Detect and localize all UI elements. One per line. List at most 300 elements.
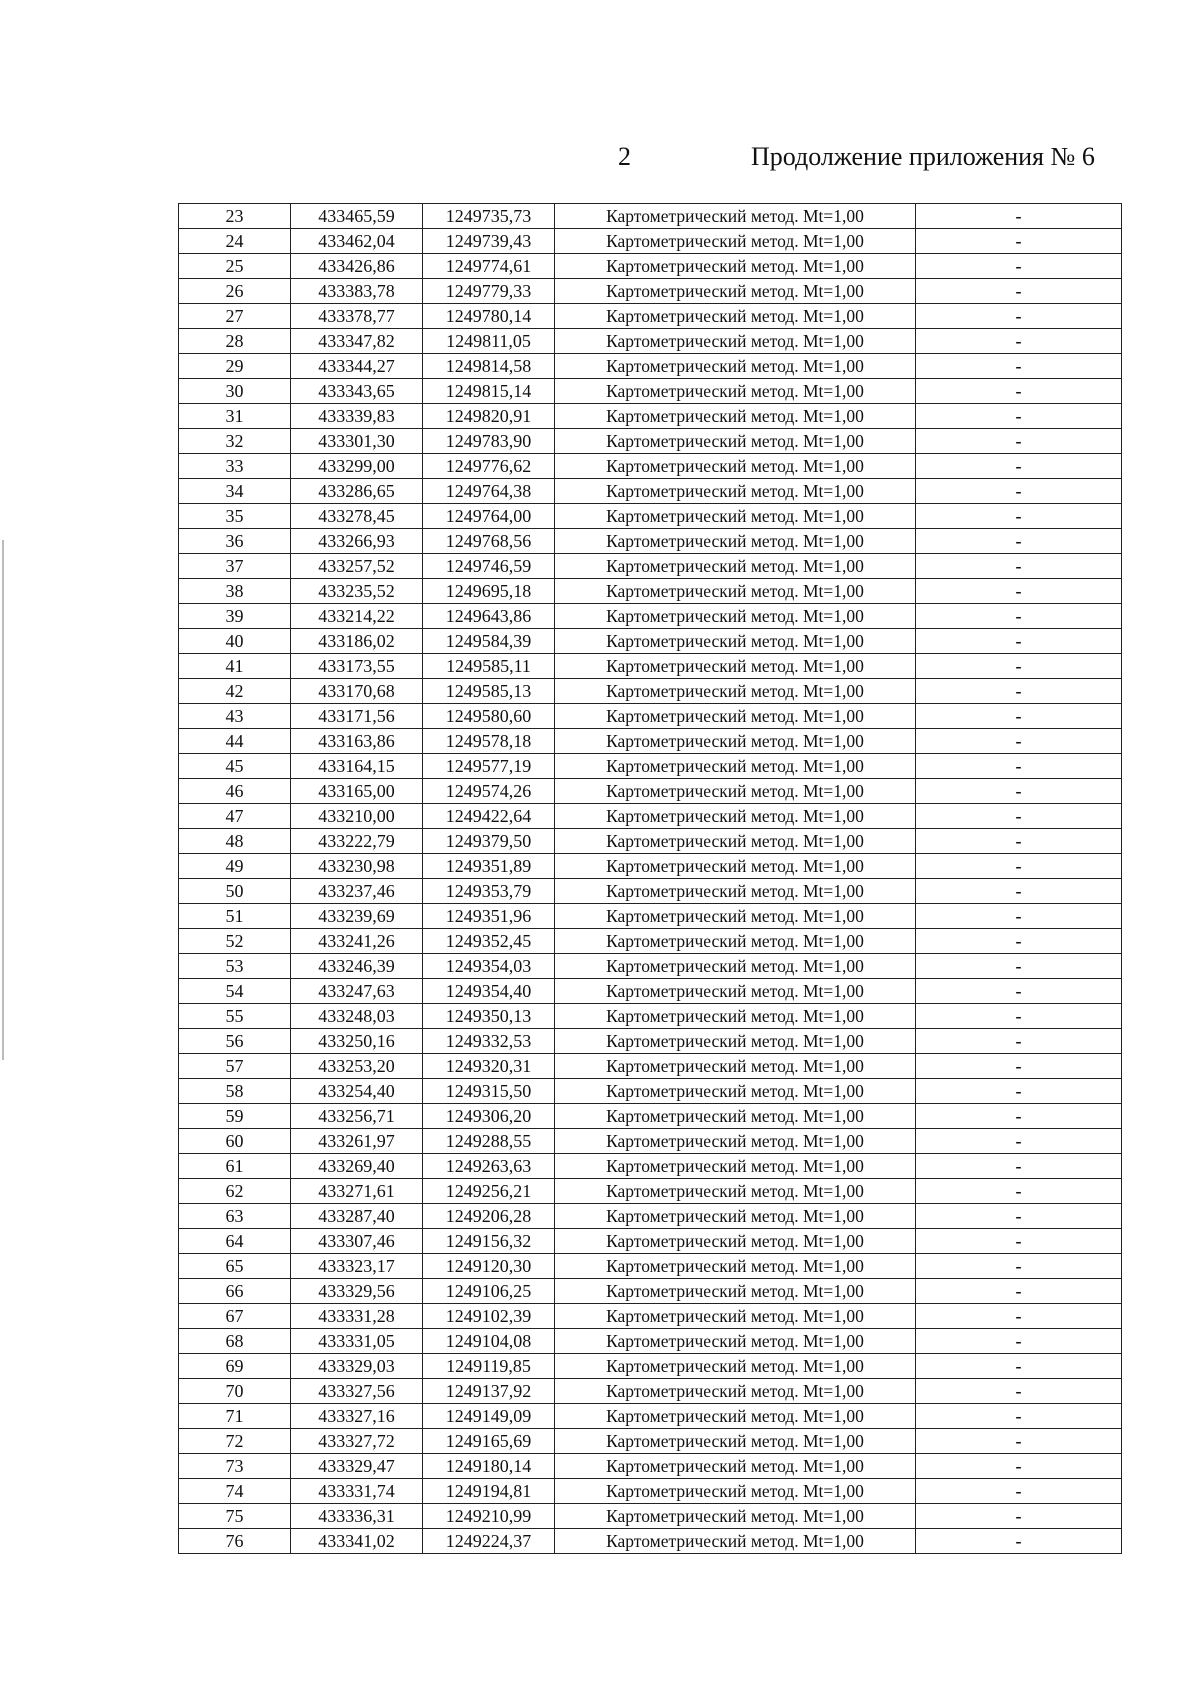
method-cell: Картометрический метод. Mt=1,00 — [555, 1454, 916, 1479]
point-number-cell: 71 — [179, 1404, 291, 1429]
method-cell: Картометрический метод. Mt=1,00 — [555, 254, 916, 279]
note-cell: - — [916, 304, 1122, 329]
table-row — [179, 1154, 1122, 1179]
x-coordinate-cell: 433256,71 — [291, 1104, 423, 1129]
x-coordinate-cell: 433186,02 — [291, 629, 423, 654]
point-number-cell: 44 — [179, 729, 291, 754]
y-coordinate-cell: 1249288,55 — [423, 1129, 555, 1154]
method-cell: Картометрический метод. Mt=1,00 — [555, 379, 916, 404]
y-coordinate-cell: 1249746,59 — [423, 554, 555, 579]
note-cell: - — [916, 1354, 1122, 1379]
point-number-cell: 46 — [179, 779, 291, 804]
x-coordinate-cell: 433248,03 — [291, 1004, 423, 1029]
point-number-cell: 68 — [179, 1329, 291, 1354]
note-cell: - — [916, 1229, 1122, 1254]
x-coordinate-cell: 433286,65 — [291, 479, 423, 504]
x-coordinate-cell: 433261,97 — [291, 1129, 423, 1154]
table-row — [179, 904, 1122, 929]
point-number-cell: 60 — [179, 1129, 291, 1154]
x-coordinate-cell: 433173,55 — [291, 654, 423, 679]
note-cell: - — [916, 1204, 1122, 1229]
x-coordinate-cell: 433163,86 — [291, 729, 423, 754]
x-coordinate-cell: 433222,79 — [291, 829, 423, 854]
table-row — [179, 879, 1122, 904]
method-cell: Картометрический метод. Mt=1,00 — [555, 1304, 916, 1329]
x-coordinate-cell: 433347,82 — [291, 329, 423, 354]
point-number-cell: 30 — [179, 379, 291, 404]
table-row — [179, 779, 1122, 804]
method-cell: Картометрический метод. Mt=1,00 — [555, 529, 916, 554]
point-number-cell: 64 — [179, 1229, 291, 1254]
point-number-cell: 61 — [179, 1154, 291, 1179]
method-cell: Картометрический метод. Mt=1,00 — [555, 1029, 916, 1054]
table-row — [179, 1379, 1122, 1404]
method-cell: Картометрический метод. Mt=1,00 — [555, 1229, 916, 1254]
note-cell: - — [916, 379, 1122, 404]
x-coordinate-cell: 433253,20 — [291, 1054, 423, 1079]
x-coordinate-cell: 433241,26 — [291, 929, 423, 954]
note-cell: - — [916, 654, 1122, 679]
table-row — [179, 204, 1122, 229]
table-row — [179, 1104, 1122, 1129]
x-coordinate-cell: 433327,56 — [291, 1379, 423, 1404]
x-coordinate-cell: 433331,28 — [291, 1304, 423, 1329]
x-coordinate-cell: 433327,72 — [291, 1429, 423, 1454]
y-coordinate-cell: 1249739,43 — [423, 229, 555, 254]
method-cell: Картометрический метод. Mt=1,00 — [555, 679, 916, 704]
method-cell: Картометрический метод. Mt=1,00 — [555, 504, 916, 529]
note-cell: - — [916, 1004, 1122, 1029]
point-number-cell: 51 — [179, 904, 291, 929]
x-coordinate-cell: 433266,93 — [291, 529, 423, 554]
method-cell: Картометрический метод. Mt=1,00 — [555, 779, 916, 804]
note-cell: - — [916, 1054, 1122, 1079]
coordinates-table — [178, 203, 1122, 1554]
point-number-cell: 47 — [179, 804, 291, 829]
y-coordinate-cell: 1249574,26 — [423, 779, 555, 804]
x-coordinate-cell: 433329,03 — [291, 1354, 423, 1379]
table-row — [179, 1479, 1122, 1504]
note-cell: - — [916, 1479, 1122, 1504]
note-cell: - — [916, 329, 1122, 354]
note-cell: - — [916, 704, 1122, 729]
x-coordinate-cell: 433247,63 — [291, 979, 423, 1004]
point-number-cell: 27 — [179, 304, 291, 329]
method-cell: Картометрический метод. Mt=1,00 — [555, 904, 916, 929]
table-row — [179, 929, 1122, 954]
x-coordinate-cell: 433339,83 — [291, 404, 423, 429]
table-row — [179, 1329, 1122, 1354]
scan-edge-mark — [2, 540, 4, 1060]
method-cell: Картометрический метод. Mt=1,00 — [555, 1479, 916, 1504]
x-coordinate-cell: 433336,31 — [291, 1504, 423, 1529]
point-number-cell: 28 — [179, 329, 291, 354]
method-cell: Картометрический метод. Mt=1,00 — [555, 1279, 916, 1304]
y-coordinate-cell: 1249585,11 — [423, 654, 555, 679]
note-cell: - — [916, 729, 1122, 754]
point-number-cell: 23 — [179, 204, 291, 229]
y-coordinate-cell: 1249354,40 — [423, 979, 555, 1004]
point-number-cell: 25 — [179, 254, 291, 279]
method-cell: Картометрический метод. Mt=1,00 — [555, 854, 916, 879]
note-cell: - — [916, 1429, 1122, 1454]
note-cell: - — [916, 679, 1122, 704]
y-coordinate-cell: 1249256,21 — [423, 1179, 555, 1204]
x-coordinate-cell: 433307,46 — [291, 1229, 423, 1254]
method-cell: Картометрический метод. Mt=1,00 — [555, 829, 916, 854]
point-number-cell: 59 — [179, 1104, 291, 1129]
y-coordinate-cell: 1249180,14 — [423, 1454, 555, 1479]
table-row — [179, 504, 1122, 529]
y-coordinate-cell: 1249306,20 — [423, 1104, 555, 1129]
method-cell: Картометрический метод. Mt=1,00 — [555, 1329, 916, 1354]
table-row — [179, 354, 1122, 379]
method-cell: Картометрический метод. Mt=1,00 — [555, 1204, 916, 1229]
point-number-cell: 40 — [179, 629, 291, 654]
method-cell: Картометрический метод. Mt=1,00 — [555, 404, 916, 429]
method-cell: Картометрический метод. Mt=1,00 — [555, 279, 916, 304]
table-row — [179, 704, 1122, 729]
point-number-cell: 26 — [179, 279, 291, 304]
table-row — [179, 1254, 1122, 1279]
method-cell: Картометрический метод. Mt=1,00 — [555, 1529, 916, 1554]
x-coordinate-cell: 433465,59 — [291, 204, 423, 229]
method-cell: Картометрический метод. Mt=1,00 — [555, 604, 916, 629]
y-coordinate-cell: 1249224,37 — [423, 1529, 555, 1554]
y-coordinate-cell: 1249119,85 — [423, 1354, 555, 1379]
note-cell: - — [916, 1404, 1122, 1429]
note-cell: - — [916, 929, 1122, 954]
y-coordinate-cell: 1249815,14 — [423, 379, 555, 404]
table-row — [179, 729, 1122, 754]
y-coordinate-cell: 1249768,56 — [423, 529, 555, 554]
y-coordinate-cell: 1249580,60 — [423, 704, 555, 729]
point-number-cell: 42 — [179, 679, 291, 704]
x-coordinate-cell: 433329,47 — [291, 1454, 423, 1479]
table-row — [179, 1004, 1122, 1029]
y-coordinate-cell: 1249149,09 — [423, 1404, 555, 1429]
method-cell: Картометрический метод. Mt=1,00 — [555, 1404, 916, 1429]
point-number-cell: 31 — [179, 404, 291, 429]
point-number-cell: 24 — [179, 229, 291, 254]
table-row — [179, 854, 1122, 879]
note-cell: - — [916, 604, 1122, 629]
point-number-cell: 36 — [179, 529, 291, 554]
y-coordinate-cell: 1249783,90 — [423, 429, 555, 454]
x-coordinate-cell: 433269,40 — [291, 1154, 423, 1179]
note-cell: - — [916, 579, 1122, 604]
table-row — [179, 229, 1122, 254]
note-cell: - — [916, 554, 1122, 579]
x-coordinate-cell: 433278,45 — [291, 504, 423, 529]
y-coordinate-cell: 1249102,39 — [423, 1304, 555, 1329]
y-coordinate-cell: 1249774,61 — [423, 254, 555, 279]
table-row — [179, 1354, 1122, 1379]
table-row — [179, 1079, 1122, 1104]
note-cell: - — [916, 1104, 1122, 1129]
x-coordinate-cell: 433164,15 — [291, 754, 423, 779]
method-cell: Картометрический метод. Mt=1,00 — [555, 229, 916, 254]
point-number-cell: 29 — [179, 354, 291, 379]
y-coordinate-cell: 1249194,81 — [423, 1479, 555, 1504]
point-number-cell: 74 — [179, 1479, 291, 1504]
point-number-cell: 66 — [179, 1279, 291, 1304]
note-cell: - — [916, 1379, 1122, 1404]
y-coordinate-cell: 1249320,31 — [423, 1054, 555, 1079]
table-row — [179, 1229, 1122, 1254]
table-row — [179, 979, 1122, 1004]
y-coordinate-cell: 1249104,08 — [423, 1329, 555, 1354]
note-cell: - — [916, 404, 1122, 429]
note-cell: - — [916, 629, 1122, 654]
y-coordinate-cell: 1249578,18 — [423, 729, 555, 754]
note-cell: - — [916, 1254, 1122, 1279]
x-coordinate-cell: 433299,00 — [291, 454, 423, 479]
table-row — [179, 1429, 1122, 1454]
y-coordinate-cell: 1249764,00 — [423, 504, 555, 529]
point-number-cell: 53 — [179, 954, 291, 979]
note-cell: - — [916, 529, 1122, 554]
point-number-cell: 45 — [179, 754, 291, 779]
point-number-cell: 56 — [179, 1029, 291, 1054]
table-row — [179, 829, 1122, 854]
table-row — [179, 1029, 1122, 1054]
table-row — [179, 429, 1122, 454]
method-cell: Картометрический метод. Mt=1,00 — [555, 329, 916, 354]
method-cell: Картометрический метод. Mt=1,00 — [555, 1504, 916, 1529]
method-cell: Картометрический метод. Mt=1,00 — [555, 204, 916, 229]
table-row — [179, 454, 1122, 479]
table-row — [179, 1054, 1122, 1079]
table-row — [179, 654, 1122, 679]
note-cell: - — [916, 229, 1122, 254]
method-cell: Картометрический метод. Mt=1,00 — [555, 1429, 916, 1454]
x-coordinate-cell: 433344,27 — [291, 354, 423, 379]
method-cell: Картометрический метод. Mt=1,00 — [555, 479, 916, 504]
table-row — [179, 1204, 1122, 1229]
x-coordinate-cell: 433210,00 — [291, 804, 423, 829]
note-cell: - — [916, 1029, 1122, 1054]
note-cell: - — [916, 879, 1122, 904]
point-number-cell: 41 — [179, 654, 291, 679]
x-coordinate-cell: 433329,56 — [291, 1279, 423, 1304]
method-cell: Картометрический метод. Mt=1,00 — [555, 979, 916, 1004]
point-number-cell: 49 — [179, 854, 291, 879]
method-cell: Картометрический метод. Mt=1,00 — [555, 804, 916, 829]
point-number-cell: 34 — [179, 479, 291, 504]
y-coordinate-cell: 1249206,28 — [423, 1204, 555, 1229]
method-cell: Картометрический метод. Mt=1,00 — [555, 879, 916, 904]
table-row — [179, 1529, 1122, 1554]
point-number-cell: 67 — [179, 1304, 291, 1329]
table-row — [179, 1279, 1122, 1304]
method-cell: Картометрический метод. Mt=1,00 — [555, 1104, 916, 1129]
y-coordinate-cell: 1249315,50 — [423, 1079, 555, 1104]
point-number-cell: 35 — [179, 504, 291, 529]
y-coordinate-cell: 1249814,58 — [423, 354, 555, 379]
table-row — [179, 604, 1122, 629]
x-coordinate-cell: 433341,02 — [291, 1529, 423, 1554]
point-number-cell: 55 — [179, 1004, 291, 1029]
method-cell: Картометрический метод. Mt=1,00 — [555, 554, 916, 579]
table-row — [179, 954, 1122, 979]
method-cell: Картометрический метод. Mt=1,00 — [555, 1129, 916, 1154]
x-coordinate-cell: 433254,40 — [291, 1079, 423, 1104]
y-coordinate-cell: 1249120,30 — [423, 1254, 555, 1279]
x-coordinate-cell: 433165,00 — [291, 779, 423, 804]
table-row — [179, 1404, 1122, 1429]
note-cell: - — [916, 979, 1122, 1004]
x-coordinate-cell: 433171,56 — [291, 704, 423, 729]
x-coordinate-cell: 433250,16 — [291, 1029, 423, 1054]
y-coordinate-cell: 1249779,33 — [423, 279, 555, 304]
table-row — [179, 279, 1122, 304]
note-cell: - — [916, 954, 1122, 979]
point-number-cell: 58 — [179, 1079, 291, 1104]
note-cell: - — [916, 1279, 1122, 1304]
method-cell: Картометрический метод. Mt=1,00 — [555, 954, 916, 979]
x-coordinate-cell: 433343,65 — [291, 379, 423, 404]
note-cell: - — [916, 1129, 1122, 1154]
method-cell: Картометрический метод. Mt=1,00 — [555, 729, 916, 754]
x-coordinate-cell: 433235,52 — [291, 579, 423, 604]
table-row — [179, 679, 1122, 704]
note-cell: - — [916, 1179, 1122, 1204]
point-number-cell: 33 — [179, 454, 291, 479]
y-coordinate-cell: 1249165,69 — [423, 1429, 555, 1454]
table-row — [179, 329, 1122, 354]
x-coordinate-cell: 433214,22 — [291, 604, 423, 629]
point-number-cell: 50 — [179, 879, 291, 904]
x-coordinate-cell: 433230,98 — [291, 854, 423, 879]
table-row — [179, 479, 1122, 504]
method-cell: Картометрический метод. Mt=1,00 — [555, 579, 916, 604]
method-cell: Картометрический метод. Mt=1,00 — [555, 429, 916, 454]
table-row — [179, 404, 1122, 429]
point-number-cell: 75 — [179, 1504, 291, 1529]
note-cell: - — [916, 504, 1122, 529]
note-cell: - — [916, 829, 1122, 854]
method-cell: Картометрический метод. Mt=1,00 — [555, 454, 916, 479]
y-coordinate-cell: 1249106,25 — [423, 1279, 555, 1304]
table-row — [179, 529, 1122, 554]
y-coordinate-cell: 1249577,19 — [423, 754, 555, 779]
method-cell: Картометрический метод. Mt=1,00 — [555, 1054, 916, 1079]
point-number-cell: 76 — [179, 1529, 291, 1554]
table-row — [179, 304, 1122, 329]
note-cell: - — [916, 479, 1122, 504]
y-coordinate-cell: 1249332,53 — [423, 1029, 555, 1054]
y-coordinate-cell: 1249735,73 — [423, 204, 555, 229]
x-coordinate-cell: 433383,78 — [291, 279, 423, 304]
x-coordinate-cell: 433239,69 — [291, 904, 423, 929]
method-cell: Картометрический метод. Mt=1,00 — [555, 1379, 916, 1404]
y-coordinate-cell: 1249820,91 — [423, 404, 555, 429]
point-number-cell: 54 — [179, 979, 291, 1004]
y-coordinate-cell: 1249263,63 — [423, 1154, 555, 1179]
note-cell: - — [916, 804, 1122, 829]
note-cell: - — [916, 1504, 1122, 1529]
y-coordinate-cell: 1249350,13 — [423, 1004, 555, 1029]
y-coordinate-cell: 1249353,79 — [423, 879, 555, 904]
page-number: 2 — [618, 142, 631, 171]
point-number-cell: 63 — [179, 1204, 291, 1229]
method-cell: Картометрический метод. Mt=1,00 — [555, 1354, 916, 1379]
method-cell: Картометрический метод. Mt=1,00 — [555, 629, 916, 654]
x-coordinate-cell: 433271,61 — [291, 1179, 423, 1204]
note-cell: - — [916, 454, 1122, 479]
method-cell: Картометрический метод. Mt=1,00 — [555, 1004, 916, 1029]
y-coordinate-cell: 1249585,13 — [423, 679, 555, 704]
table-row — [179, 1304, 1122, 1329]
y-coordinate-cell: 1249137,92 — [423, 1379, 555, 1404]
table-row — [179, 1129, 1122, 1154]
note-cell: - — [916, 354, 1122, 379]
note-cell: - — [916, 904, 1122, 929]
point-number-cell: 57 — [179, 1054, 291, 1079]
note-cell: - — [916, 754, 1122, 779]
note-cell: - — [916, 1079, 1122, 1104]
method-cell: Картометрический метод. Mt=1,00 — [555, 304, 916, 329]
y-coordinate-cell: 1249156,32 — [423, 1229, 555, 1254]
point-number-cell: 52 — [179, 929, 291, 954]
x-coordinate-cell: 433301,30 — [291, 429, 423, 454]
point-number-cell: 43 — [179, 704, 291, 729]
point-number-cell: 32 — [179, 429, 291, 454]
point-number-cell: 65 — [179, 1254, 291, 1279]
table-row — [179, 379, 1122, 404]
x-coordinate-cell: 433426,86 — [291, 254, 423, 279]
x-coordinate-cell: 433323,17 — [291, 1254, 423, 1279]
x-coordinate-cell: 433170,68 — [291, 679, 423, 704]
x-coordinate-cell: 433257,52 — [291, 554, 423, 579]
x-coordinate-cell: 433331,74 — [291, 1479, 423, 1504]
note-cell: - — [916, 779, 1122, 804]
note-cell: - — [916, 429, 1122, 454]
table-row — [179, 254, 1122, 279]
method-cell: Картометрический метод. Mt=1,00 — [555, 1254, 916, 1279]
table-row — [179, 579, 1122, 604]
note-cell: - — [916, 1329, 1122, 1354]
x-coordinate-cell: 433287,40 — [291, 1204, 423, 1229]
method-cell: Картометрический метод. Mt=1,00 — [555, 929, 916, 954]
method-cell: Картометрический метод. Mt=1,00 — [555, 754, 916, 779]
table-row — [179, 1179, 1122, 1204]
y-coordinate-cell: 1249811,05 — [423, 329, 555, 354]
method-cell: Картометрический метод. Mt=1,00 — [555, 1179, 916, 1204]
note-cell: - — [916, 204, 1122, 229]
method-cell: Картометрический метод. Mt=1,00 — [555, 1079, 916, 1104]
y-coordinate-cell: 1249643,86 — [423, 604, 555, 629]
method-cell: Картометрический метод. Mt=1,00 — [555, 654, 916, 679]
point-number-cell: 70 — [179, 1379, 291, 1404]
y-coordinate-cell: 1249352,45 — [423, 929, 555, 954]
y-coordinate-cell: 1249379,50 — [423, 829, 555, 854]
note-cell: - — [916, 1154, 1122, 1179]
note-cell: - — [916, 1529, 1122, 1554]
y-coordinate-cell: 1249354,03 — [423, 954, 555, 979]
method-cell: Картометрический метод. Mt=1,00 — [555, 354, 916, 379]
table-row — [179, 754, 1122, 779]
note-cell: - — [916, 254, 1122, 279]
appendix-heading: Продолжение приложения № 6 — [751, 142, 1095, 171]
y-coordinate-cell: 1249210,99 — [423, 1504, 555, 1529]
x-coordinate-cell: 433237,46 — [291, 879, 423, 904]
point-number-cell: 48 — [179, 829, 291, 854]
note-cell: - — [916, 854, 1122, 879]
table-row — [179, 1504, 1122, 1529]
point-number-cell: 62 — [179, 1179, 291, 1204]
